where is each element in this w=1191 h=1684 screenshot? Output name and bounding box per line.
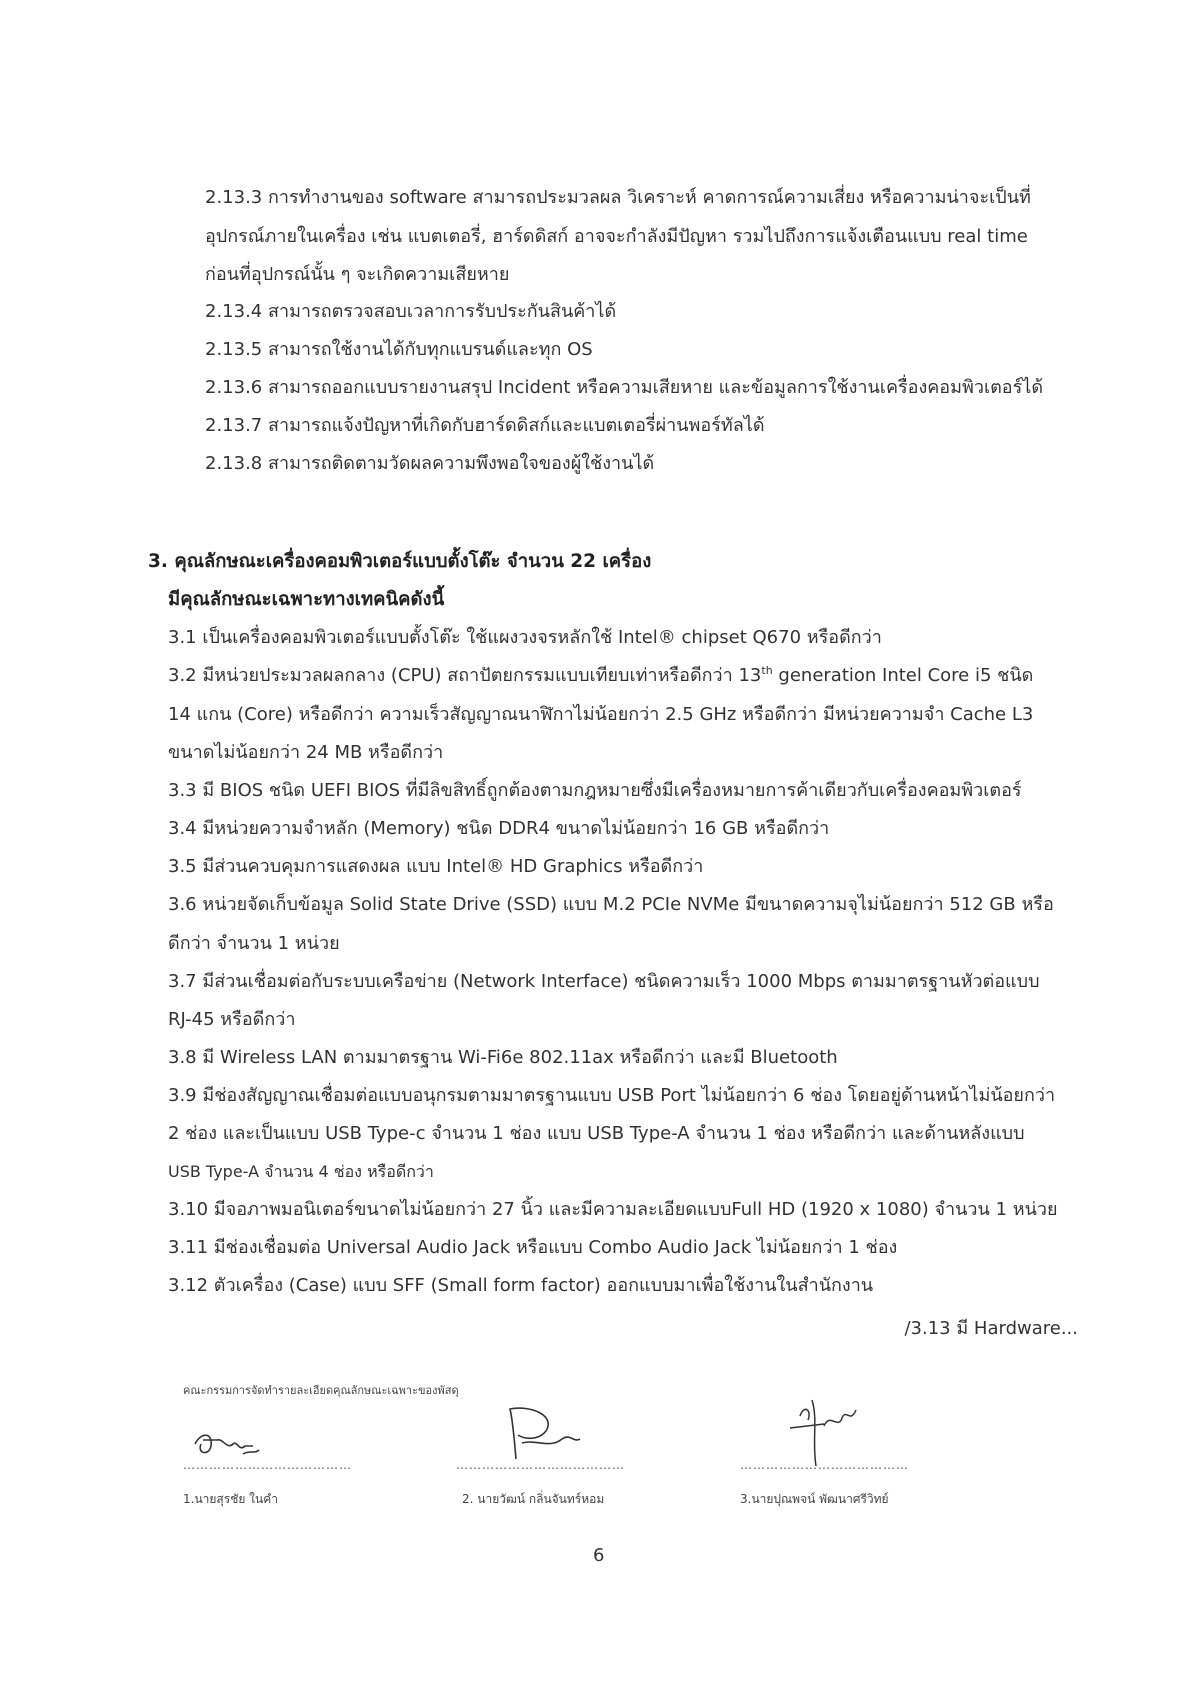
member-2-name: 2. นายวัฒน์ กลิ่นจันทร์หอม <box>462 1492 605 1506</box>
item-3-2-line2: 14 แกน (Core) หรือดีกว่า ความเร็วสัญญาณนาฬิกาไม่น้อยกว่า 2.5 GHz หรือดีกว่า มีหน่วยความจำ Cache L3 <box>168 704 1034 725</box>
signature-line-2: ………………………………… <box>456 1458 625 1472</box>
continuation-note: /3.13 มี Hardware... <box>904 1318 1078 1339</box>
item-2-13-4: 2.13.4 สามารถตรวจสอบเวลาการรับประกันสินค้าได้ <box>205 301 617 322</box>
item-3-2-line3: ขนาดไม่น้อยกว่า 24 MB หรือดีกว่า <box>168 742 444 763</box>
item-3-4: 3.4 มีหน่วยความจำหลัก (Memory) ชนิด DDR4 ขนาดไม่น้อยกว่า 16 GB หรือดีกว่า <box>168 818 830 839</box>
signature-3 <box>760 1380 910 1470</box>
item-2-13-8: 2.13.8 สามารถติดตามวัดผลความพึงพอใจของผู้ใช้งานได้ <box>205 453 655 474</box>
item-3-10: 3.10 มีจอภาพมอนิเตอร์ขนาดไม่น้อยกว่า 27 นิ้ว และมีความละเอียดแบบFull HD (1920 x 1080) จำนวน 1 หน่วย <box>168 1199 1058 1220</box>
item-2-13-3-line3: ก่อนที่อุปกรณ์นั้น ๆ จะเกิดความเสียหาย <box>205 264 510 285</box>
committee-title: คณะกรรมการจัดทำรายละเอียดคุณลักษณะเฉพาะของพัสดุ <box>183 1384 459 1397</box>
item-3-9-line3: USB Type-A จำนวน 4 ช่อง หรือดีกว่า <box>168 1162 434 1181</box>
item-3-8: 3.8 มี Wireless LAN ตามมาตรฐาน Wi-Fi6e 802.11ax หรือดีกว่า และมี Bluetooth <box>168 1047 838 1068</box>
signature-line-1: ………………………………… <box>183 1458 352 1472</box>
member-3-name: 3.นายปุณพจน์ พัฒนาศรีวิทย์ <box>740 1492 889 1506</box>
item-2-13-3-line1: 2.13.3 การทำงานของ software สามารถประมวลผล วิเคราะห์ คาดการณ์ความเสี่ยง หรือความน่าจะเป็นที่ <box>205 187 1031 208</box>
item-3-9-line1: 3.9 มีช่องสัญญาณเชื่อมต่อแบบอนุกรมตามมาตรฐานแบบ USB Port ไม่น้อยกว่า 6 ช่อง โดยอยู่ด้านหน้าไม่น้อยกว่า <box>168 1085 1056 1106</box>
signature-block-3 <box>730 1380 909 1520</box>
item-3-2-line1: 3.2 มีหน่วยประมวลผลกลาง (CPU) สถาปัตยกรรมแบบเทียบเท่าหรือดีกว่า 13th generation Intel Core i5 ชนิด <box>168 664 1034 686</box>
item-3-12: 3.12 ตัวเครื่อง (Case) แบบ SFF (Small form factor) ออกแบบมาเพื่อใช้งานในสำนักงาน <box>168 1275 874 1296</box>
item-3-5: 3.5 มีส่วนควบคุมการแสดงผล แบบ Intel® HD Graphics หรือดีกว่า <box>168 856 704 877</box>
item-2-13-5: 2.13.5 สามารถใช้งานได้กับทุกแบรนด์และทุก OS <box>205 339 593 360</box>
item-3-7-line2: RJ-45 หรือดีกว่า <box>168 1009 296 1030</box>
member-1-name: 1.นายสุรชัย ในคำ <box>183 1492 279 1506</box>
ordinal-suffix: th <box>761 664 773 677</box>
item-3-6-line2: ดีกว่า จำนวน 1 หน่วย <box>168 933 340 954</box>
item-3-3: 3.3 มี BIOS ชนิด UEFI BIOS ที่มีลิขสิทธิ์ถูกต้องตามกฎหมายซึ่งมีเครื่องหมายการค้าเดียวกับเครื่องคอมพิวเตอร์ <box>168 780 1022 801</box>
item-3-9-line2: 2 ช่อง และเป็นแบบ USB Type-c จำนวน 1 ช่อง แบบ USB Type-A จำนวน 1 ช่อง หรือดีกว่า และด้านหลังแบบ <box>168 1123 1025 1144</box>
page-number: 6 <box>593 1545 605 1566</box>
signature-line-3: ………………………………… <box>740 1458 909 1472</box>
item-3-6-line1: 3.6 หน่วยจัดเก็บข้อมูล Solid State Drive (SSD) แบบ M.2 PCIe NVMe มีขนาดความจุไม่น้อยกว่า 512 GB หรือ <box>168 894 1054 915</box>
item-2-13-7: 2.13.7 สามารถแจ้งปัญหาที่เกิดกับฮาร์ดดิสก์และแบตเตอรี่ผ่านพอร์ทัลได้ <box>205 415 765 436</box>
section-3-heading: 3. คุณลักษณะเครื่องคอมพิวเตอร์แบบตั้งโต๊ะ จำนวน 22 เครื่อง <box>148 551 652 572</box>
signature-block-1 <box>183 1410 353 1520</box>
signature-block-2 <box>450 1395 625 1520</box>
item-3-1: 3.1 เป็นเครื่องคอมพิวเตอร์แบบตั้งโต๊ะ ใช้แผงวงจรหลักใช้ Intel® chipset Q670 หรือดีกว่า <box>168 627 882 648</box>
item-3-11: 3.11 มีช่องเชื่อมต่อ Universal Audio Jack หรือแบบ Combo Audio Jack ไม่น้อยกว่า 1 ช่อง <box>168 1237 898 1258</box>
item-2-13-6: 2.13.6 สามารถออกแบบรายงานสรุป Incident หรือความเสียหาย และข้อมูลการใช้งานเครื่องคอมพิวเตอร์ได้ <box>205 377 1044 398</box>
signature-2 <box>470 1395 620 1465</box>
item-2-13-3-line2: อุปกรณ์ภายในเครื่อง เช่น แบตเตอรี่, ฮาร์ดดิสก์ อาจจะกำลังมีปัญหา รวมไปถึงการแจ้งเตือนแบบ real time <box>205 226 1028 247</box>
item-3-7-line1: 3.7 มีส่วนเชื่อมต่อกับระบบเครือข่าย (Network Interface) ชนิดความเร็ว 1000 Mbps ตามมาตรฐานหัวต่อแบบ <box>168 971 1040 992</box>
section-3-subheading: มีคุณลักษณะเฉพาะทางเทคนิคดังนี้ <box>168 589 445 610</box>
